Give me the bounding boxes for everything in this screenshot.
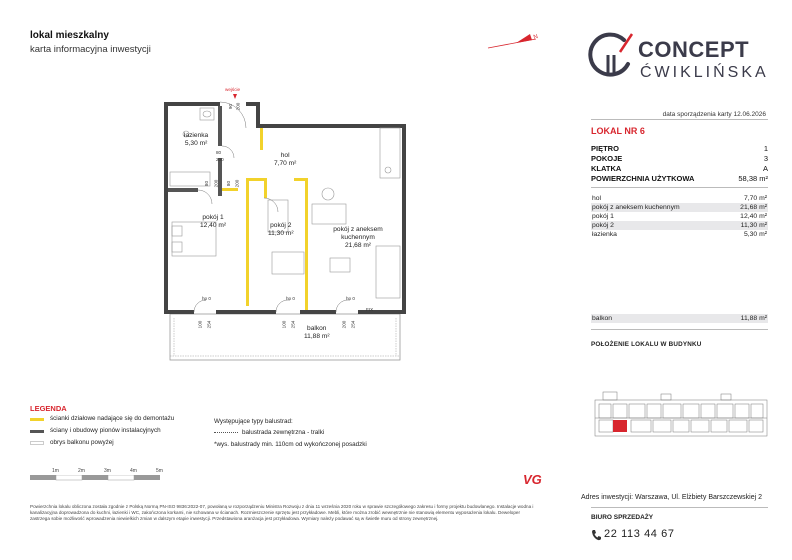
room-name: łazienka — [184, 132, 209, 139]
room-row — [591, 221, 768, 230]
attr-value: 58,38 m² — [738, 174, 768, 183]
vg-logo: VG — [523, 472, 542, 487]
balcony-row — [591, 314, 768, 323]
legend-swatch-yellow — [30, 418, 44, 421]
room-area: 11,30 m² — [740, 222, 767, 229]
dim-label: 254 — [350, 320, 356, 329]
room-area: 21,68 m² — [740, 204, 767, 211]
attr-rooms — [591, 154, 768, 163]
attr-area — [591, 174, 768, 183]
attr-label: POWIERZCHNIA UŻYTKOWA — [591, 174, 695, 183]
room-area: 12,40 m² — [200, 222, 227, 229]
room-name: pokój 1 — [202, 214, 224, 221]
legend-item: obrys balkonu powyżej — [50, 439, 114, 446]
room-name: hol — [280, 152, 290, 159]
room-name: balkon — [307, 325, 327, 332]
scale-label: 3m — [104, 468, 111, 474]
dim-label: 254 — [206, 320, 212, 329]
sales-phone[interactable]: 22 113 44 67 — [604, 528, 675, 540]
entrance-label: wejście — [225, 87, 241, 92]
dim-label: 200 — [216, 157, 224, 162]
footer-disclaimer: Powierzchnia lokalu obliczona została zgodnie z Polską Normą PN-ISO 9836:2022-07, powołaną w rozporządzeniu Ministra Rozwoju z dnia 11 września 2020 roku w sprawie szczegółowego zakresu i formy projektu budowlanego. Instalacje wodna i kanalizacyjna doprowadzona do kuchni, łazienki i WC, zakończona korkami, nie schowana w ścianach. Rozmieszczenie sprzętu jest przykładowe. Mebli, które można zrobić wewnętrznie nie stanowią elementu wyposażenia lokalu. Deweloper zastrzega sobie możliwość wprowadzenia niewielkich zmian w dalszym etapie inwestycji. Przedstawiona aranżacja jest przykładowa. Wymiary należy podawać są w świetle muru od strony zewnętrznej. — [30, 504, 534, 522]
room-area: 11,88 m² — [304, 333, 330, 340]
entry-arrow-icon — [233, 94, 237, 99]
north-arrow-icon — [486, 30, 542, 52]
room-label-hol — [274, 152, 296, 168]
room-label-salon — [324, 226, 392, 250]
attr-staircase — [591, 164, 768, 173]
scale-label: 2m — [78, 468, 85, 474]
building-position-title: POŁOŻENIE LOKALU W BUDYNKU — [591, 341, 702, 348]
attr-floor — [591, 144, 768, 153]
room-name: pokój 2 — [270, 222, 292, 229]
dim-label: 80 — [226, 180, 232, 187]
dim-label: 200 — [213, 179, 219, 188]
legend-title: LEGENDA — [30, 404, 67, 413]
railing-item: balustrada zewnętrzna - tralki — [242, 429, 325, 436]
room-row — [591, 194, 768, 203]
building-position-map — [591, 360, 771, 448]
railing-note: *wys. balustrady min. 110cm od wykończonej posadzki — [214, 441, 367, 448]
room-area: 11,30 m² — [268, 230, 294, 237]
unit-highlight — [613, 420, 627, 432]
room-area: 5,30 m² — [743, 231, 767, 238]
dim-label: 200 — [341, 320, 347, 329]
attr-value: 1 — [763, 144, 768, 153]
railing-title: Występujące typy balustrad: — [214, 418, 293, 425]
window-hp: hp 0 — [346, 296, 355, 301]
attr-value: A — [762, 164, 768, 173]
room-area: 7,70 m² — [743, 195, 767, 202]
divider — [591, 329, 768, 330]
legend-swatch-dark — [30, 430, 44, 433]
attr-value: 3 — [763, 154, 768, 163]
dim-label: 80 — [204, 180, 210, 187]
brand-subname: ĆWIKLIŃSKA — [640, 64, 769, 81]
dim-label: 100 — [281, 320, 287, 329]
room-label-balkon — [304, 325, 330, 341]
brand-name: CONCEPT — [638, 37, 750, 62]
room-name: łazienka — [592, 231, 617, 238]
room-area: 12,40 m² — [740, 213, 767, 220]
room-area: 7,70 m² — [274, 160, 297, 167]
railing-swatch — [214, 432, 238, 433]
brand-logo-icon — [588, 30, 636, 80]
divider — [591, 507, 768, 508]
dim-label: 200 — [234, 179, 240, 188]
dim-label: 100 — [197, 320, 203, 329]
legend-item: ścianki działowe nadające się do demontażu — [50, 415, 175, 422]
page-subtitle: karta informacyjna inwestycji — [30, 44, 151, 55]
window-hp: hp 0 — [286, 296, 295, 301]
dim-label: 80 — [216, 150, 222, 155]
page-title: lokal mieszkalny — [30, 30, 109, 41]
card-date: data sporządzenia karty 12.06.2026 — [662, 111, 766, 118]
room-label-pokoj2 — [268, 222, 294, 238]
window-hp: hp 0 — [202, 296, 211, 301]
room-name: pokój 1 — [592, 213, 614, 220]
dim-label: 90 — [228, 103, 234, 110]
room-name: pokój 2 — [592, 222, 614, 229]
dim-label: 254 — [290, 320, 296, 329]
room-area: 5,30 m² — [184, 140, 208, 147]
room-name: pokój z aneksem kuchennym — [592, 204, 680, 211]
svg-text:N: N — [532, 34, 539, 41]
room-row — [591, 212, 768, 221]
room-row — [591, 230, 768, 239]
scale-bar — [30, 475, 180, 483]
divider — [591, 187, 768, 188]
scale-label: 4m — [130, 468, 137, 474]
room-area: 11,88 m² — [740, 315, 767, 322]
dim-label: 200 — [235, 102, 241, 111]
unit-number: LOKAL NR 6 — [591, 126, 645, 136]
divider — [591, 119, 768, 120]
room-row — [591, 203, 768, 212]
doors — [194, 102, 348, 312]
scale-label: 1m — [52, 468, 59, 474]
scale-label: 5m — [156, 468, 163, 474]
phone-icon — [591, 529, 601, 541]
legend-item: ściany i obudowy pionów instalacyjnych — [50, 427, 161, 434]
room-label-lazienka — [184, 132, 208, 148]
room-name: balkon — [592, 315, 613, 322]
legend-swatch-outline — [30, 441, 44, 445]
room-area: 21,68 m² — [344, 242, 372, 249]
room-label-pokoj1 — [200, 214, 226, 230]
room-name: pokój z aneksem kuchennym — [333, 226, 383, 241]
sales-office-label: BIURO SPRZEDAŻY — [591, 514, 654, 521]
fix-label: FIX — [366, 307, 374, 312]
attr-label: KLATKA — [591, 164, 622, 173]
attr-label: PIĘTRO — [591, 144, 619, 153]
attr-label: POKOJE — [591, 154, 623, 163]
investment-address: Adres inwestycji: Warszawa, Ul. Elżbiety Barszczewskiej 2 — [580, 494, 762, 501]
room-name: hol — [592, 195, 602, 202]
